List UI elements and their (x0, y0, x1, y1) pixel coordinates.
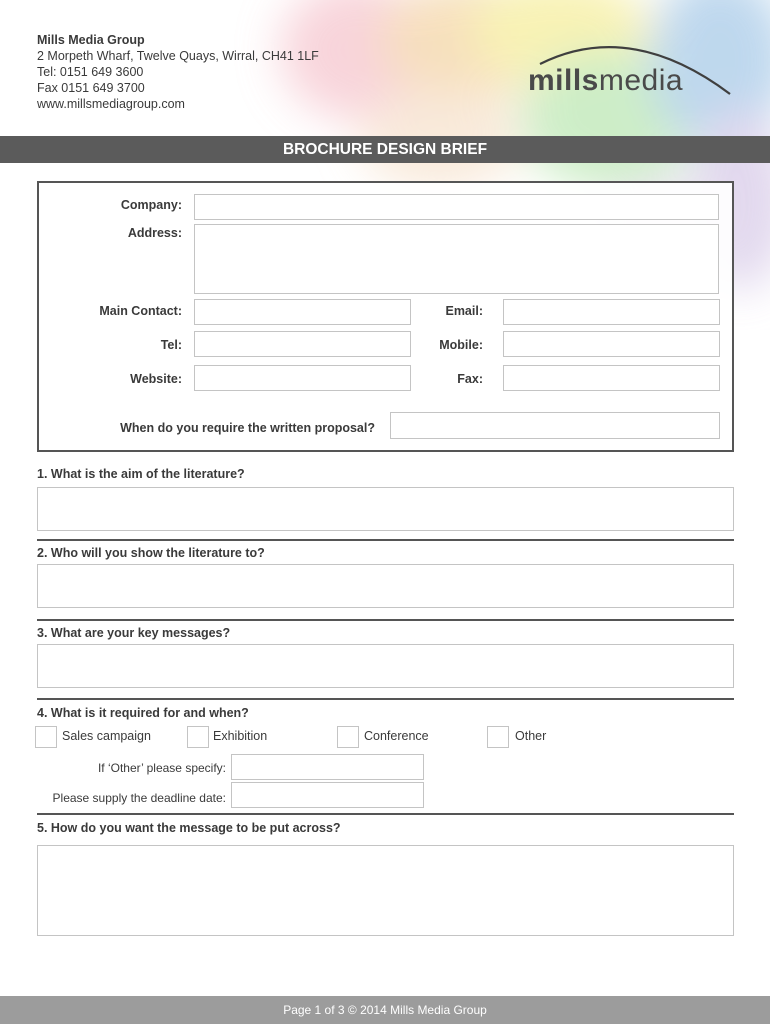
email-input[interactable] (503, 299, 720, 325)
address-input[interactable] (194, 224, 719, 294)
website-link[interactable]: www.millsmediagroup.com (37, 97, 185, 111)
company-address-block (37, 32, 319, 112)
logo-text-light: media (598, 64, 684, 97)
title-band (0, 136, 770, 163)
other-checkbox[interactable] (487, 726, 509, 748)
mills-media-logo (520, 34, 740, 104)
footer-text: Page 1 of 3 © 2014 Mills Media Group (283, 1003, 487, 1017)
company-label: Company: (120, 198, 182, 212)
proposal-label: When do you require the written proposal? (120, 421, 375, 435)
fax-label: Fax: (457, 372, 483, 386)
question-2: 2. Who will you show the literature to? (37, 546, 265, 560)
fax: Fax 0151 649 3700 (37, 81, 145, 95)
address-label: Address: (127, 226, 182, 240)
divider (37, 813, 734, 815)
exhibition-label: Exhibition (213, 729, 268, 743)
sales-campaign-label: Sales campaign (62, 729, 151, 743)
website-label: Website: (130, 372, 182, 386)
exhibition-checkbox[interactable] (187, 726, 209, 748)
proposal-date-input[interactable] (390, 412, 720, 439)
deadline-label: Please supply the deadline date: (52, 791, 226, 805)
question-3-answer[interactable] (37, 644, 734, 688)
other-label: Other (515, 729, 547, 743)
main-contact-label: Main Contact: (99, 304, 182, 318)
main-contact-input[interactable] (194, 299, 411, 325)
divider (37, 619, 734, 621)
other-specify-input[interactable] (231, 754, 424, 780)
mobile-label: Mobile: (439, 338, 483, 352)
tel-label: Tel: (160, 338, 182, 352)
logo-text-bold: mills (528, 64, 599, 97)
street-address: 2 Morpeth Wharf, Twelve Quays, Wirral, CH41 1LF (37, 49, 319, 63)
question-4: 4. What is it required for and when? (37, 706, 249, 720)
page-title: BROCHURE DESIGN BRIEF (282, 141, 488, 158)
email-label: Email: (445, 304, 483, 318)
conference-checkbox[interactable] (337, 726, 359, 748)
question-1-answer[interactable] (37, 487, 734, 531)
sales-campaign-checkbox[interactable] (35, 726, 57, 748)
website-input[interactable] (194, 365, 411, 391)
divider (37, 539, 734, 541)
question-5-answer[interactable] (37, 845, 734, 936)
conference-label: Conference (364, 729, 429, 743)
divider (37, 698, 734, 700)
question-5: 5. How do you want the message to be put across? (37, 821, 341, 835)
deadline-input[interactable] (231, 782, 424, 808)
page-footer (0, 996, 770, 1024)
mobile-input[interactable] (503, 331, 720, 357)
other-specify-label: If ‘Other’ please specify: (97, 761, 226, 775)
company-input[interactable] (194, 194, 719, 220)
telephone: Tel: 0151 649 3600 (37, 65, 144, 79)
fax-input[interactable] (503, 365, 720, 391)
company-name: Mills Media Group (37, 33, 145, 47)
question-3: 3. What are your key messages? (37, 626, 231, 640)
question-2-answer[interactable] (37, 564, 734, 608)
tel-input[interactable] (194, 331, 411, 357)
question-1: 1. What is the aim of the literature? (37, 467, 245, 481)
